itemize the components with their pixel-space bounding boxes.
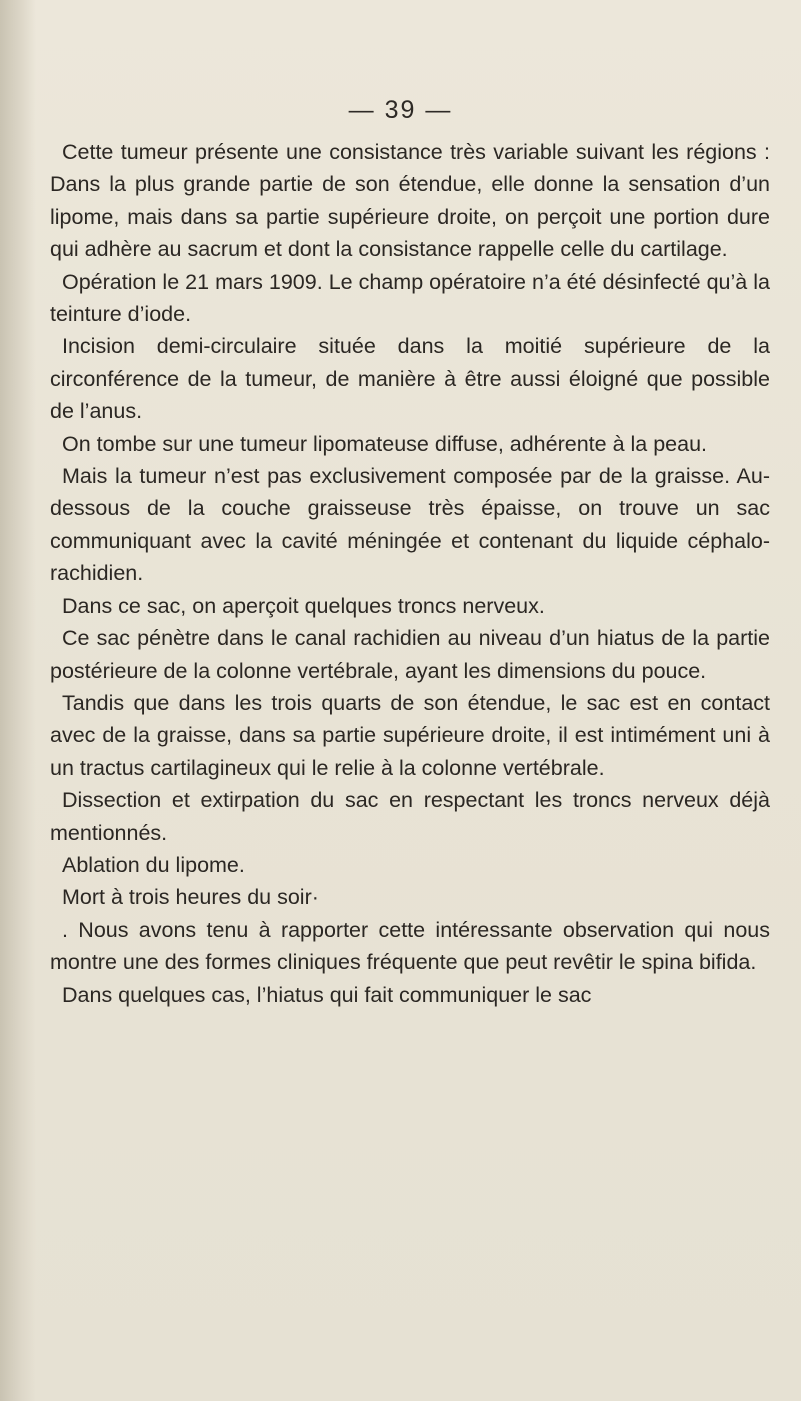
paragraph: Mort à trois heures du soir· — [62, 885, 319, 910]
page-number: — 39 — — [348, 96, 453, 124]
paragraph: Dissection et extirpation du sac en respectant les troncs nerveux déjà mentionnés. — [50, 788, 770, 845]
paragraph: Tandis que dans les trois quarts de son étendue, le sac est en contact avec de la graisse, dans sa partie supérieure droite, il est intimément uni à un tractus cartilagineux qui le relie à la colonne vertébrale. — [50, 690, 770, 780]
body-text — [50, 136, 770, 1011]
paragraph: Mais la tumeur n’est pas exclusivement composée par de la graisse. Au-dessous de la couche graisseuse très épaisse, on trouve un sac communiquant avec la cavité méningée et contenant du liquide céphalo-rachidien. — [50, 464, 770, 586]
paragraph: . Nous avons tenu à rapporter cette intéressante observation qui nous montre une des formes cliniques fréquente que peut revêtir le spina bifida. — [50, 917, 770, 975]
paragraph: Dans ce sac, on aperçoit quelques troncs nerveux. — [62, 593, 545, 618]
paragraph: On tombe sur une tumeur lipomateuse diffuse, adhérente à la peau. — [62, 431, 708, 456]
paragraph: Ablation du lipome. — [62, 852, 245, 877]
paragraph: Dans quelques cas, l’hiatus qui fait communiquer le sac — [62, 982, 592, 1007]
paragraph: Opération le 21 mars 1909. Le champ opératoire n’a été désinfecté qu’à la teinture d’iode. — [50, 269, 770, 327]
paragraph: Cette tumeur présente une consistance très variable suivant les régions : Dans la plus grande partie de son étendue, elle donne la sensation d’un lipome, mais dans sa partie supérieure droite, on perçoit une portion dure qui adhère au sacrum et dont la consistance rappelle celle du cartilage. — [50, 140, 770, 262]
page-edge-shadow — [0, 0, 36, 1401]
paragraph: Incision demi-circulaire située dans la moitié supérieure de la circonférence de la tumeur, de manière à être aussi éloigné que possible de l’anus. — [50, 334, 770, 424]
paragraph: Ce sac pénètre dans le canal rachidien au niveau d’un hiatus de la partie postérieure de la colonne vertébrale, ayant les dimensions du pouce. — [50, 626, 770, 683]
